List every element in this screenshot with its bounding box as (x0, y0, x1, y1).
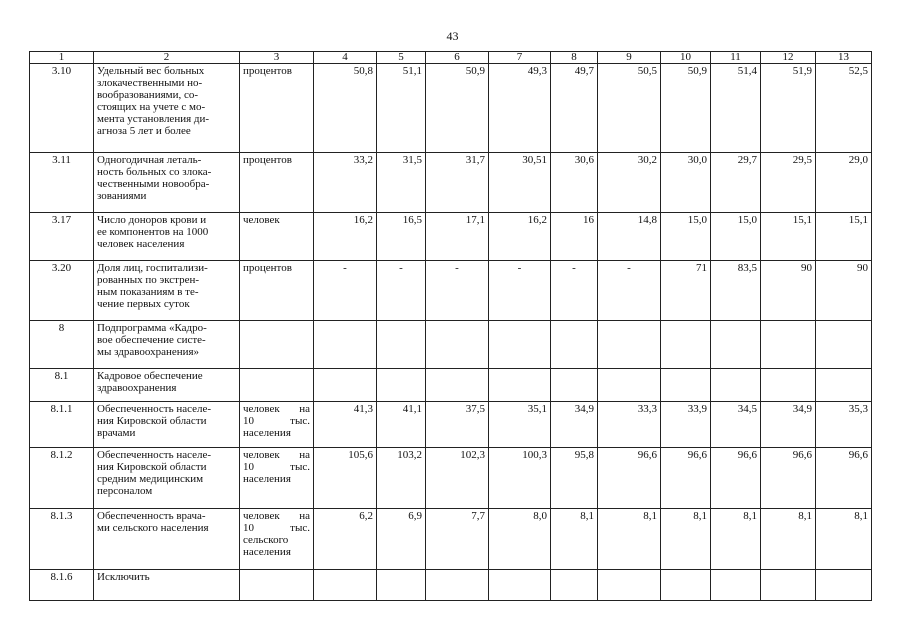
year-value-cell: 29,0 (816, 153, 872, 213)
year-value-cell (489, 570, 551, 601)
row-number-cell: 8.1.2 (30, 448, 94, 509)
unit-line: сельского (243, 534, 289, 546)
year-value-cell: 15,0 (711, 213, 761, 261)
year-value-cell (598, 369, 661, 402)
year-value-cell: 31,5 (377, 153, 426, 213)
year-value-cell: 96,6 (661, 448, 711, 509)
table-row (30, 509, 872, 570)
year-value-cell: 15,1 (761, 213, 816, 261)
year-value-cell: 33,3 (598, 402, 661, 448)
year-value-cell: 71 (661, 261, 711, 321)
unit-line: человек на (243, 403, 310, 415)
year-value-cell: 34,9 (761, 402, 816, 448)
year-value-cell: 51,4 (711, 64, 761, 153)
unit-line: человек (243, 214, 280, 226)
year-value-cell: 103,2 (377, 448, 426, 509)
unit-line: населения (243, 546, 291, 558)
year-value-cell (598, 570, 661, 601)
year-value-cell: 50,9 (661, 64, 711, 153)
unit-line: процентов (243, 65, 292, 77)
year-value-cell: 49,3 (489, 64, 551, 153)
table-row (30, 261, 872, 321)
year-value-cell: 8,1 (661, 509, 711, 570)
year-value-cell (761, 369, 816, 402)
year-value-cell: 34,9 (551, 402, 598, 448)
year-value-cell: 105,6 (314, 448, 377, 509)
year-value-cell: 51,1 (377, 64, 426, 153)
unit-line: процентов (243, 154, 292, 166)
unit-cell (240, 321, 314, 369)
year-value-cell: 83,5 (711, 261, 761, 321)
unit-line: 10 тыс. (243, 522, 310, 534)
page-number: 43 (446, 29, 459, 43)
indicator-name-line: ми сельского населения (97, 522, 209, 534)
indicator-name-line: Обеспеченность населе- (97, 449, 212, 461)
unit-line: 10 тыс. (243, 415, 310, 427)
table-row (30, 402, 872, 448)
year-value-cell: - (489, 261, 551, 321)
row-number-cell: 3.10 (30, 64, 94, 153)
column-number-header: 3 (240, 52, 314, 64)
unit-cell (240, 153, 314, 213)
indicator-name-line: рованных по экстрен- (97, 274, 200, 286)
year-value-cell (377, 321, 426, 369)
year-value-cell: 30,0 (661, 153, 711, 213)
year-value-cell: 30,6 (551, 153, 598, 213)
column-number-header: 9 (598, 52, 661, 64)
year-value-cell (711, 570, 761, 601)
year-value-cell: 35,3 (816, 402, 872, 448)
column-number-header: 13 (816, 52, 872, 64)
indicators-table (29, 51, 872, 601)
year-value-cell: 33,2 (314, 153, 377, 213)
table-row (30, 369, 872, 402)
indicator-name-cell (94, 64, 240, 153)
indicator-name-line: персоналом (97, 485, 153, 497)
table-row (30, 213, 872, 261)
indicator-name-line: Обеспеченность врача- (97, 510, 206, 522)
year-value-cell: 8,1 (551, 509, 598, 570)
unit-cell (240, 369, 314, 402)
indicator-name-cell (94, 448, 240, 509)
year-value-cell (489, 369, 551, 402)
indicator-name-line: врачами (97, 427, 136, 439)
year-value-cell: 95,8 (551, 448, 598, 509)
year-value-cell (551, 570, 598, 601)
year-value-cell: - (598, 261, 661, 321)
year-value-cell: 90 (761, 261, 816, 321)
year-value-cell (314, 369, 377, 402)
year-value-cell (489, 321, 551, 369)
indicator-name-line: агноза 5 лет и более (97, 125, 191, 137)
year-value-cell (661, 321, 711, 369)
year-value-cell (711, 321, 761, 369)
year-value-cell: 6,2 (314, 509, 377, 570)
column-number-header: 11 (711, 52, 761, 64)
indicator-name-line: Удельный вес больных (97, 65, 205, 77)
year-value-cell: 15,0 (661, 213, 711, 261)
year-value-cell (377, 570, 426, 601)
indicator-name-cell (94, 321, 240, 369)
row-number-cell: 8.1.6 (30, 570, 94, 601)
indicator-name-line: вообразованиями, со- (97, 89, 199, 101)
indicator-name-line: ность больных со злока- (97, 166, 212, 178)
table-row (30, 448, 872, 509)
indicator-name-line: зованиями (97, 190, 147, 202)
column-number-header: 2 (94, 52, 240, 64)
row-number-cell: 8 (30, 321, 94, 369)
year-value-cell: 30,51 (489, 153, 551, 213)
indicator-name-line: Одногодичная леталь- (97, 154, 202, 166)
year-value-cell (761, 321, 816, 369)
unit-line: населения (243, 427, 291, 439)
indicator-name-line: ным показаниям в те- (97, 286, 199, 298)
year-value-cell: 29,5 (761, 153, 816, 213)
indicator-name-cell (94, 509, 240, 570)
year-value-cell: 96,6 (761, 448, 816, 509)
table-header-row (30, 52, 872, 64)
row-number-cell: 8.1 (30, 369, 94, 402)
year-value-cell (426, 369, 489, 402)
year-value-cell (661, 570, 711, 601)
indicator-name-cell (94, 402, 240, 448)
year-value-cell (661, 369, 711, 402)
year-value-cell: 100,3 (489, 448, 551, 509)
unit-line: 10 тыс. (243, 461, 310, 473)
year-value-cell (426, 570, 489, 601)
column-number-header: 1 (30, 52, 94, 64)
indicator-name-line: стоящих на учете с мо- (97, 101, 206, 113)
year-value-cell: 15,1 (816, 213, 872, 261)
year-value-cell: 8,1 (761, 509, 816, 570)
indicator-name-line: средним медицинским (97, 473, 204, 485)
year-value-cell: 41,1 (377, 402, 426, 448)
year-value-cell: 8,0 (489, 509, 551, 570)
year-value-cell: 50,5 (598, 64, 661, 153)
indicator-name-line: Число доноров крови и (97, 214, 207, 226)
year-value-cell: 50,9 (426, 64, 489, 153)
indicator-name-line: чественными новообра- (97, 178, 210, 190)
year-value-cell: - (377, 261, 426, 321)
unit-cell (240, 509, 314, 570)
column-number-header: 6 (426, 52, 489, 64)
year-value-cell: 96,6 (816, 448, 872, 509)
row-number-cell: 3.11 (30, 153, 94, 213)
unit-cell (240, 402, 314, 448)
unit-cell (240, 448, 314, 509)
column-number-header: 7 (489, 52, 551, 64)
indicator-name-line: ее компонентов на 1000 (97, 226, 209, 238)
indicator-name-line: Доля лиц, госпитализи- (97, 262, 208, 274)
year-value-cell (761, 570, 816, 601)
indicator-name-cell (94, 153, 240, 213)
row-number-cell: 8.1.3 (30, 509, 94, 570)
year-value-cell (711, 369, 761, 402)
year-value-cell: 8,1 (816, 509, 872, 570)
year-value-cell: 51,9 (761, 64, 816, 153)
year-value-cell: 49,7 (551, 64, 598, 153)
year-value-cell (551, 369, 598, 402)
table-row (30, 153, 872, 213)
year-value-cell: 17,1 (426, 213, 489, 261)
indicator-name-line: чение первых суток (97, 298, 190, 310)
year-value-cell (314, 321, 377, 369)
indicator-name-line: Кадровое обеспечение (97, 370, 203, 382)
indicator-name-cell (94, 369, 240, 402)
year-value-cell: 30,2 (598, 153, 661, 213)
unit-cell (240, 570, 314, 601)
year-value-cell (314, 570, 377, 601)
indicator-name-cell (94, 213, 240, 261)
year-value-cell: 50,8 (314, 64, 377, 153)
row-number-cell: 3.17 (30, 213, 94, 261)
indicator-name-line: ния Кировской области (97, 461, 207, 473)
year-value-cell: 52,5 (816, 64, 872, 153)
indicator-name-line: человек населения (97, 238, 185, 250)
year-value-cell: 35,1 (489, 402, 551, 448)
unit-line: процентов (243, 262, 292, 274)
row-number-cell: 3.20 (30, 261, 94, 321)
unit-cell (240, 64, 314, 153)
indicator-name-line: мента установления ди- (97, 113, 210, 125)
indicator-name-line: здравоохранения (97, 382, 177, 394)
year-value-cell: - (551, 261, 598, 321)
year-value-cell: 90 (816, 261, 872, 321)
unit-line: человек на (243, 449, 310, 461)
year-value-cell: 16,2 (314, 213, 377, 261)
year-value-cell (426, 321, 489, 369)
table-row (30, 570, 872, 601)
indicator-name-line: вое обеспечение систе- (97, 334, 206, 346)
year-value-cell: 16 (551, 213, 598, 261)
indicator-name-line: Обеспеченность населе- (97, 403, 212, 415)
year-value-cell: 14,8 (598, 213, 661, 261)
column-number-header: 4 (314, 52, 377, 64)
year-value-cell: 31,7 (426, 153, 489, 213)
year-value-cell (551, 321, 598, 369)
year-value-cell: 41,3 (314, 402, 377, 448)
year-value-cell: 16,5 (377, 213, 426, 261)
unit-cell (240, 213, 314, 261)
year-value-cell: 34,5 (711, 402, 761, 448)
indicator-name-line: ния Кировской области (97, 415, 207, 427)
year-value-cell: 8,1 (711, 509, 761, 570)
indicator-name-cell (94, 570, 240, 601)
year-value-cell (816, 369, 872, 402)
indicator-name-cell (94, 261, 240, 321)
column-number-header: 10 (661, 52, 711, 64)
year-value-cell (816, 321, 872, 369)
year-value-cell (598, 321, 661, 369)
year-value-cell: 33,9 (661, 402, 711, 448)
year-value-cell: 6,9 (377, 509, 426, 570)
year-value-cell (816, 570, 872, 601)
indicator-name-line: Исключить (97, 571, 150, 583)
unit-line: населения (243, 473, 291, 485)
year-value-cell: 96,6 (598, 448, 661, 509)
indicator-name-line: мы здравоохранения» (97, 346, 200, 358)
year-value-cell: 37,5 (426, 402, 489, 448)
indicator-name-line: злокачественными но- (97, 77, 203, 89)
column-number-header: 8 (551, 52, 598, 64)
year-value-cell: 102,3 (426, 448, 489, 509)
column-number-header: 5 (377, 52, 426, 64)
row-number-cell: 8.1.1 (30, 402, 94, 448)
year-value-cell: 16,2 (489, 213, 551, 261)
indicator-name-line: Подпрограмма «Кадро- (97, 322, 207, 334)
year-value-cell: 29,7 (711, 153, 761, 213)
year-value-cell: - (314, 261, 377, 321)
unit-line: человек на (243, 510, 310, 522)
year-value-cell: 7,7 (426, 509, 489, 570)
year-value-cell: - (426, 261, 489, 321)
table-row (30, 64, 872, 153)
column-number-header: 12 (761, 52, 816, 64)
table-row (30, 321, 872, 369)
year-value-cell (377, 369, 426, 402)
year-value-cell: 96,6 (711, 448, 761, 509)
unit-cell (240, 261, 314, 321)
year-value-cell: 8,1 (598, 509, 661, 570)
